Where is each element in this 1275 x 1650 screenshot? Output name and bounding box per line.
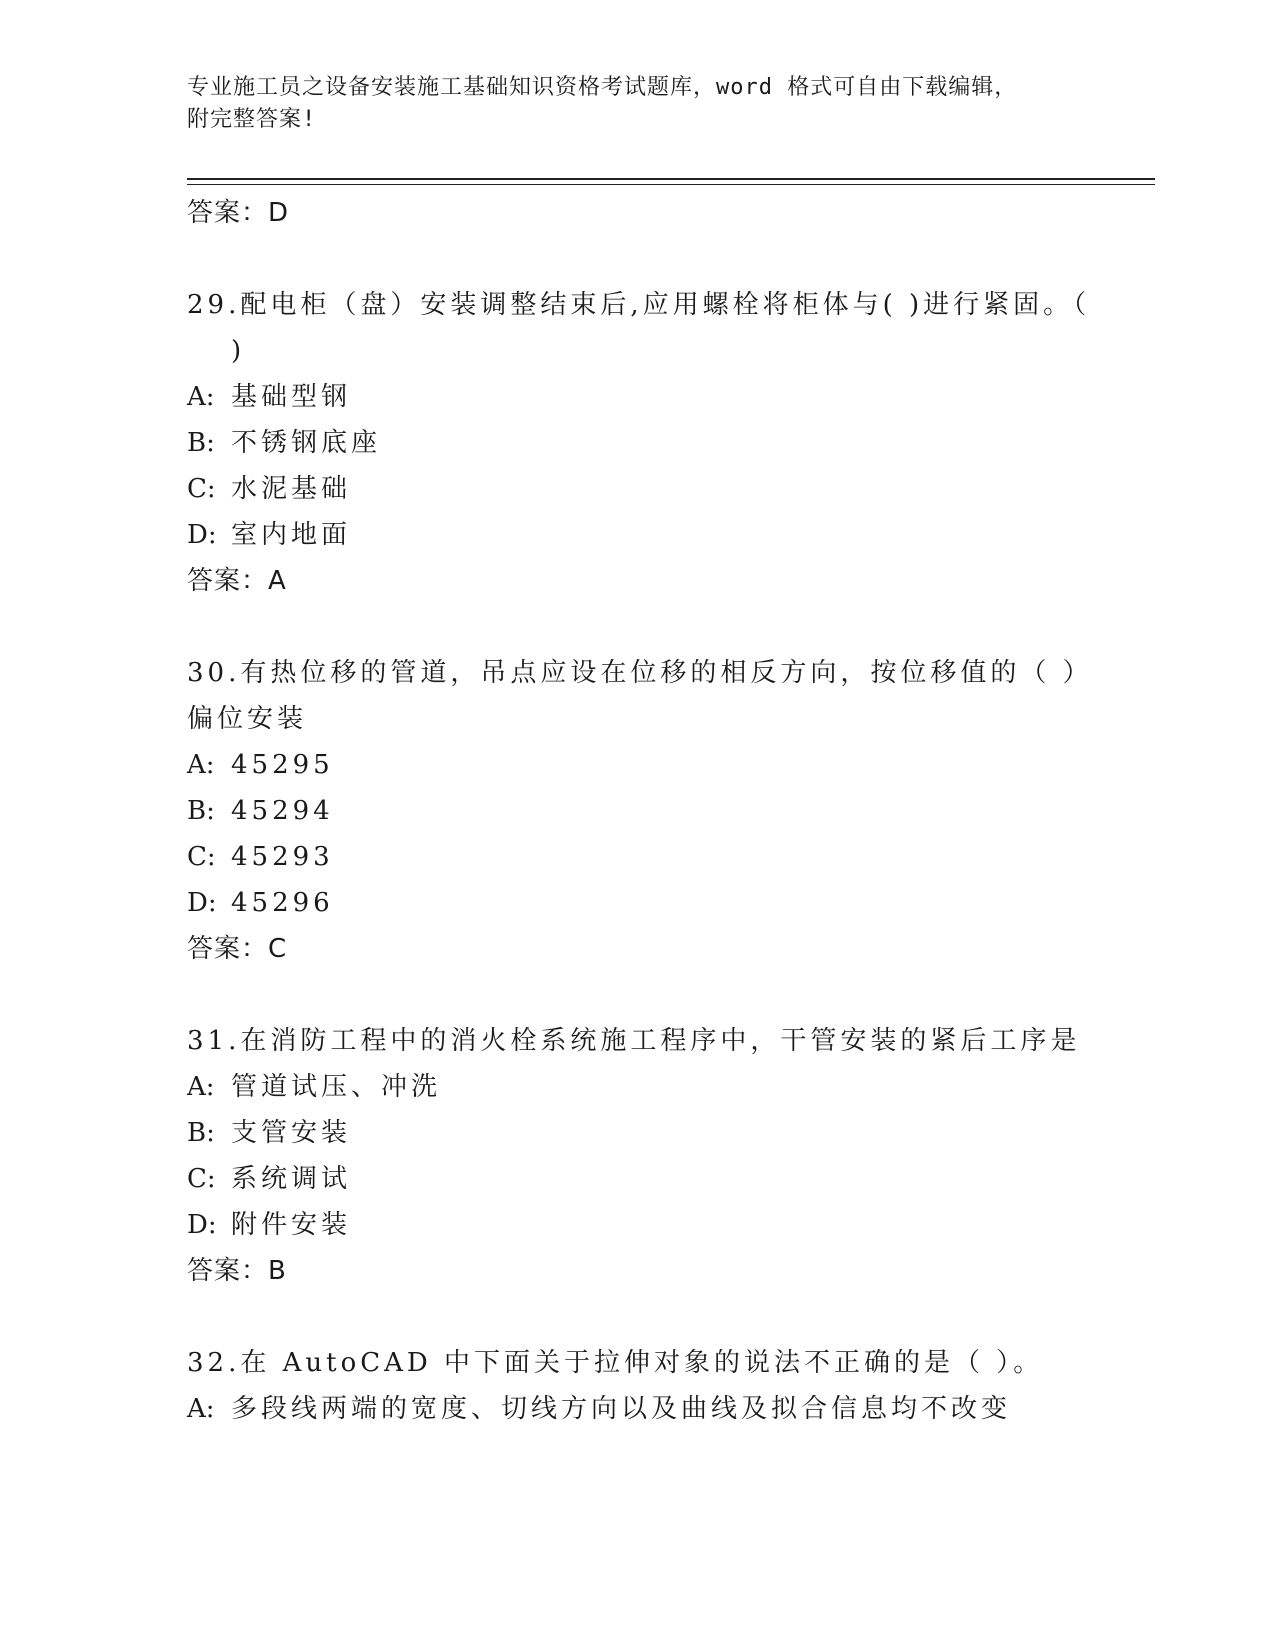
option-text: 水泥基础 xyxy=(231,474,352,504)
option-text: 系统调试 xyxy=(231,1164,352,1194)
option-text: 45293 xyxy=(231,842,334,872)
option-text: 支管安装 xyxy=(231,1118,352,1148)
answer-line: 答案：A xyxy=(187,566,287,596)
option-d xyxy=(187,512,1087,558)
answer-line: 答案：B xyxy=(187,1256,287,1286)
option-text: 附件安装 xyxy=(231,1210,352,1240)
option-letter: A: xyxy=(187,750,215,780)
option-letter: C: xyxy=(187,1164,216,1194)
option-letter: B: xyxy=(187,1118,215,1148)
option-text: 45296 xyxy=(231,888,334,918)
document-header xyxy=(187,72,1067,136)
option-letter: C: xyxy=(187,842,216,872)
option-text: 不锈钢底座 xyxy=(231,428,382,458)
option-text: 多段线两端的宽度、切线方向以及曲线及拟合信息均不改变 xyxy=(231,1394,1012,1424)
question-stem: 30.有热位移的管道，吊点应设在位移的相反方向，按位移值的（ ） xyxy=(187,658,1093,688)
option-text: 管道试压、冲洗 xyxy=(231,1072,442,1102)
option-c xyxy=(187,834,1087,880)
option-a xyxy=(187,742,1087,788)
header-divider-thick xyxy=(187,178,1155,180)
option-letter: C: xyxy=(187,474,216,504)
option-letter: D: xyxy=(187,1210,217,1240)
option-letter: B: xyxy=(187,428,215,458)
header-divider-thin xyxy=(187,184,1155,185)
option-letter: B: xyxy=(187,796,215,826)
option-text: 45294 xyxy=(231,796,334,826)
option-d xyxy=(187,1202,1087,1248)
option-d xyxy=(187,880,1087,926)
option-a xyxy=(187,1386,1087,1432)
option-letter: A: xyxy=(187,382,215,412)
question-stem: 29.配电柜（盘）安装调整结束后,应用螺栓将柜体与( )进行紧固。（ xyxy=(187,290,1091,320)
answer-line: 答案：C xyxy=(187,934,288,964)
header-line-1: 专业施工员之设备安装施工基础知识资格考试题库，word 格式可自由下载编辑， xyxy=(187,75,1018,100)
option-letter: D: xyxy=(187,888,217,918)
option-text: 基础型钢 xyxy=(231,382,352,412)
option-c xyxy=(187,1156,1087,1202)
option-letter: A: xyxy=(187,1394,215,1424)
option-b xyxy=(187,1110,1087,1156)
question-stem: 31.在消防工程中的消火栓系统施工程序中，干管安装的紧后工序是 xyxy=(187,1026,1081,1056)
option-a xyxy=(187,1064,1087,1110)
option-a xyxy=(187,374,1087,420)
question-29 xyxy=(187,282,1091,604)
question-32 xyxy=(187,1340,1087,1432)
option-b xyxy=(187,420,1087,466)
question-list xyxy=(187,190,1093,1432)
question-stem-continuation: ) xyxy=(231,336,246,366)
option-c xyxy=(187,466,1087,512)
option-letter: A: xyxy=(187,1072,215,1102)
header-line-2: 附完整答案! xyxy=(187,107,317,132)
question-stem-continuation: 偏位安装 xyxy=(187,704,308,734)
question-31 xyxy=(187,1018,1087,1294)
answer-line: 答案：D xyxy=(187,198,290,228)
option-letter: D: xyxy=(187,520,217,550)
option-b xyxy=(187,788,1087,834)
question-30 xyxy=(187,650,1093,972)
option-text: 室内地面 xyxy=(231,520,352,550)
question-stem: 32.在 AutoCAD 中下面关于拉伸对象的说法不正确的是（ ）。 xyxy=(187,1348,1044,1378)
option-text: 45295 xyxy=(231,750,334,780)
